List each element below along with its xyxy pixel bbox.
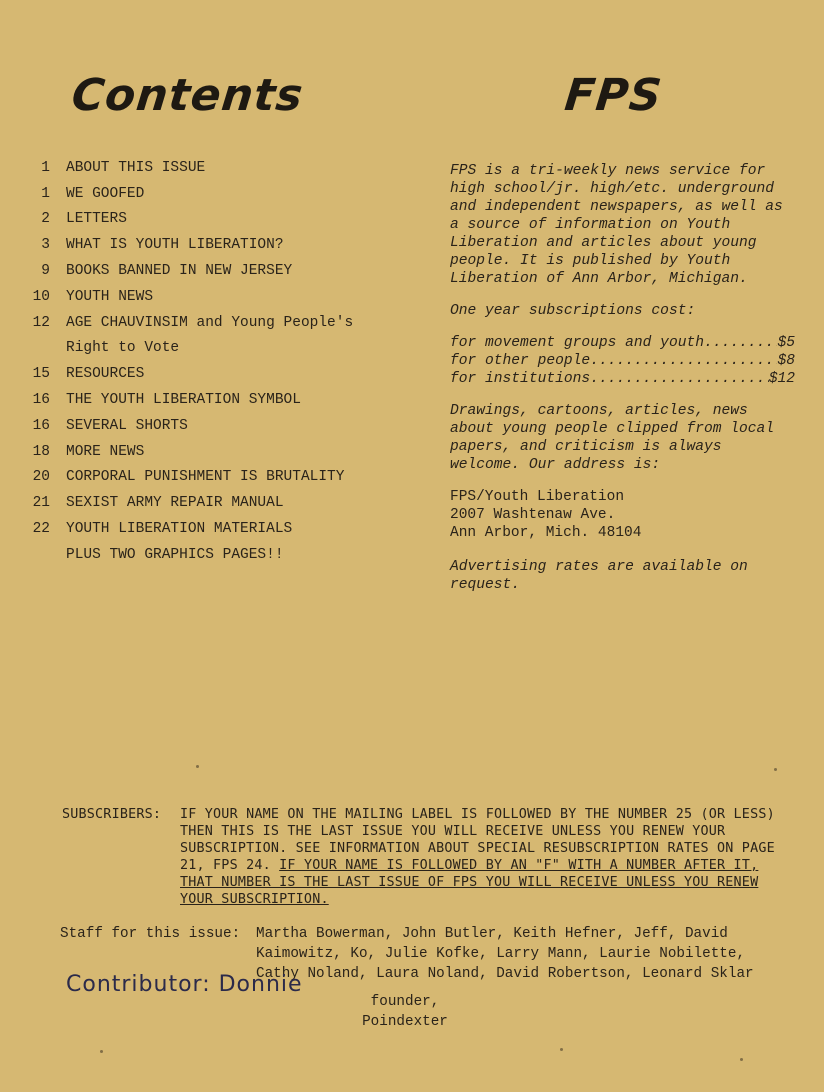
toc-page-number: 3 [41, 237, 50, 254]
toc-item [20, 232, 400, 258]
toc-item [20, 336, 400, 362]
subscription-label: for other people [450, 353, 591, 369]
toc-title: MORE NEWS [66, 443, 145, 460]
toc-page-number: 1 [41, 185, 50, 202]
toc-title: THE YOUTH LIBERATION SYMBOL [66, 392, 301, 409]
submissions-note: Drawings, cartoons, articles, news about young people clipped from local papers, and criticism is always welcome. Our address is: [450, 403, 775, 473]
subscription-price: $12 [768, 371, 795, 387]
toc-item [20, 284, 400, 310]
subscription-rates [450, 334, 795, 388]
contents-heading: Contents [69, 70, 306, 121]
paper-speck [740, 1058, 743, 1061]
subscription-price: $8 [777, 353, 795, 369]
subscriptions-intro: One year subscriptions cost: [450, 303, 696, 319]
dot-leader [590, 370, 769, 388]
staff-names: Martha Bowerman, John Butler, Keith Hefner, Jeff, David Kaimowitz, Ko, Julie Kofke, Larry Mann, Laurie Nobilette, Cathy Noland, Laura Noland, David Robertson, Leonard Sklar [256, 926, 754, 982]
toc-item [20, 207, 400, 233]
toc-item [20, 465, 400, 491]
paper-speck [774, 768, 777, 771]
toc-title: YOUTH LIBERATION MATERIALS [66, 521, 293, 538]
toc-item [20, 516, 400, 542]
toc-page-number: 18 [32, 443, 50, 460]
toc-title: PLUS TWO GRAPHICS PAGES!! [66, 546, 284, 563]
advertising-note: Advertising rates are available on request. [450, 559, 748, 593]
toc-title: YOUTH NEWS [66, 288, 154, 305]
toc-page-number: 15 [32, 366, 50, 383]
toc-item [20, 361, 400, 387]
subscribers-text-block [180, 806, 782, 908]
toc-title: SEVERAL SHORTS [66, 417, 188, 434]
founder-line: founder, [370, 994, 440, 1010]
toc-title: RESOURCES [66, 366, 145, 383]
toc-title: Right to Vote [66, 340, 180, 357]
toc-page-number: 10 [32, 288, 50, 305]
subscribers-notice [62, 806, 782, 908]
toc-page-number: 20 [32, 469, 50, 486]
toc-item [20, 542, 400, 568]
staff-label: Staff for this issue: [60, 926, 241, 942]
toc-title: SEXIST ARMY REPAIR MANUAL [66, 495, 284, 512]
toc-title: WHAT IS YOUTH LIBERATION? [66, 237, 284, 254]
fps-intro: FPS is a tri-weekly news service for high school/jr. high/etc. underground and independent newspapers, as well as a source of information on Youth Liberation and articles about young people. It is published by Youth Liberation of Ann Arbor, Michigan. [450, 163, 783, 287]
dot-leader [704, 334, 778, 352]
address-line: FPS/Youth Liberation [450, 489, 625, 505]
subscribers-underlined-text: IF YOUR NAME IS FOLLOWED BY AN "F" WITH A NUMBER AFTER IT, THAT NUMBER IS THE LAST ISSUE OF FPS YOU WILL RECEIVE UNLESS YOU RENEW YOUR SUBSCRIPTION. [180, 858, 759, 907]
contents-list [20, 155, 400, 568]
toc-page-number: 22 [32, 521, 50, 538]
subscription-rate-row [450, 370, 795, 388]
toc-title: CORPORAL PUNISHMENT IS BRUTALITY [66, 469, 345, 486]
toc-item [20, 310, 400, 336]
fps-heading: FPS [562, 70, 665, 121]
subscribers-label: SUBSCRIBERS: [62, 807, 162, 822]
paper-speck [560, 1048, 563, 1051]
toc-item [20, 258, 400, 284]
subscription-rate-row [450, 334, 795, 352]
toc-page-number: 16 [32, 417, 50, 434]
toc-item [20, 181, 400, 207]
toc-title: AGE CHAUVINSIM and Young People's [66, 314, 354, 331]
subscription-rate-row [450, 352, 795, 370]
paper-speck [196, 765, 199, 768]
contributor-handwritten-note: Contributor: Donnie [66, 972, 303, 997]
toc-item [20, 439, 400, 465]
toc-page-number: 2 [41, 211, 50, 228]
fps-info-column [450, 162, 795, 608]
toc-page-number: 16 [32, 392, 50, 409]
address-line: Ann Arbor, Mich. 48104 [450, 525, 642, 541]
toc-title: BOOKS BANNED IN NEW JERSEY [66, 263, 293, 280]
toc-item [20, 155, 400, 181]
address-line: 2007 Washtenaw Ave. [450, 507, 616, 523]
toc-item [20, 413, 400, 439]
subscription-label: for movement groups and youth [450, 335, 704, 351]
toc-title: WE GOOFED [66, 185, 145, 202]
toc-page-number: 9 [41, 263, 50, 280]
founder-credit [330, 992, 480, 1032]
subscription-price: $5 [777, 335, 795, 351]
toc-page-number: 1 [41, 159, 50, 176]
mailing-address [450, 488, 795, 542]
toc-page-number: 21 [32, 495, 50, 512]
paper-speck [100, 1050, 103, 1053]
subscribers-text: IF YOUR NAME ON THE MAILING LABEL IS FOLLOWED BY THE NUMBER 25 (OR LESS) THEN THIS IS THE LAST ISSUE YOU WILL RECEIVE UNLESS YOU RENEW YOUR SUBSCRIPTION. SEE INFORMATION ABOUT SPECIAL RESUBSCRIPTION RATES ON PAGE 21, FPS 24. [180, 807, 775, 873]
founder-name: Poindexter [362, 1014, 448, 1030]
toc-page-number: 12 [32, 314, 50, 331]
subscription-label: for institutions [450, 371, 591, 387]
toc-title: LETTERS [66, 211, 127, 228]
toc-item [20, 387, 400, 413]
toc-title: ABOUT THIS ISSUE [66, 159, 206, 176]
toc-item [20, 490, 400, 516]
dot-leader [590, 352, 777, 370]
